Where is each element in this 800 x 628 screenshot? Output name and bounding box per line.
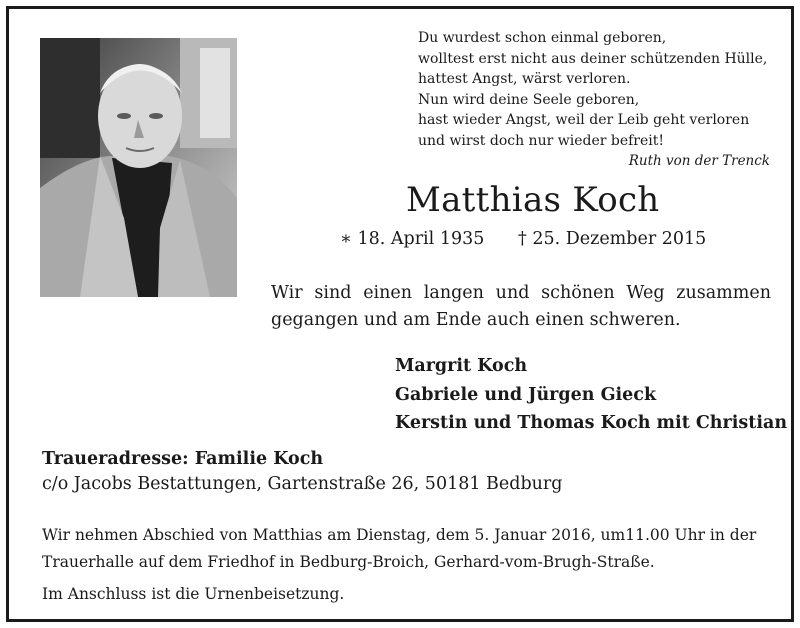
death-date: † 25. Dezember 2015 [518,229,707,249]
birth-date: ∗ 18. April 1935 [340,229,485,249]
poem-line: und wirst doch nur wieder befreit! [418,132,665,149]
portrait-photo [40,38,237,297]
family-member: Margrit Koch [395,356,528,376]
service-info [42,522,772,576]
tribute-text [271,280,771,334]
service-line: Trauerhalle auf dem Friedhof in Bedburg-Broich, Gerhard-vom-Brugh-Straße. [42,553,655,571]
poem-line: hast wieder Angst, weil der Leib geht verloren [418,112,750,128]
service-line: Wir nehmen Abschied von Matthias am Dienstag, dem 5. Januar 2016, um11.00 Uhr in der [42,526,757,544]
poem-line: hattest Angst, wärst verloren. [418,71,631,87]
family-member: Gabriele und Jürgen Gieck [395,384,657,405]
poem-line: Nun wird deine Seele geboren, [418,91,640,108]
tribute-paragraph: Wir sind einen langen und schönen Weg zusammen gegangen und am Ende auch einen schweren. [271,283,771,330]
poem-author: Ruth von der Trenck [628,153,770,169]
family-member: Kerstin und Thomas Koch mit Christian [395,413,788,433]
poem [418,28,770,172]
poem-line: wolltest erst nicht aus deiner schützenden Hülle, [418,50,768,67]
address-heading: Traueradresse: Familie Koch [42,449,324,469]
family-list [395,352,787,438]
deceased-name-text: Matthias Koch [406,180,660,220]
mourning-address [42,447,563,497]
poem-line: Du wurdest schon einmal geboren, [418,30,667,46]
address-line: c/o Jacobs Bestattungen, Gartenstraße 26, 50181 Bedburg [42,474,563,494]
burial-note: Im Anschluss ist die Urnenbeisetzung. [42,585,345,603]
